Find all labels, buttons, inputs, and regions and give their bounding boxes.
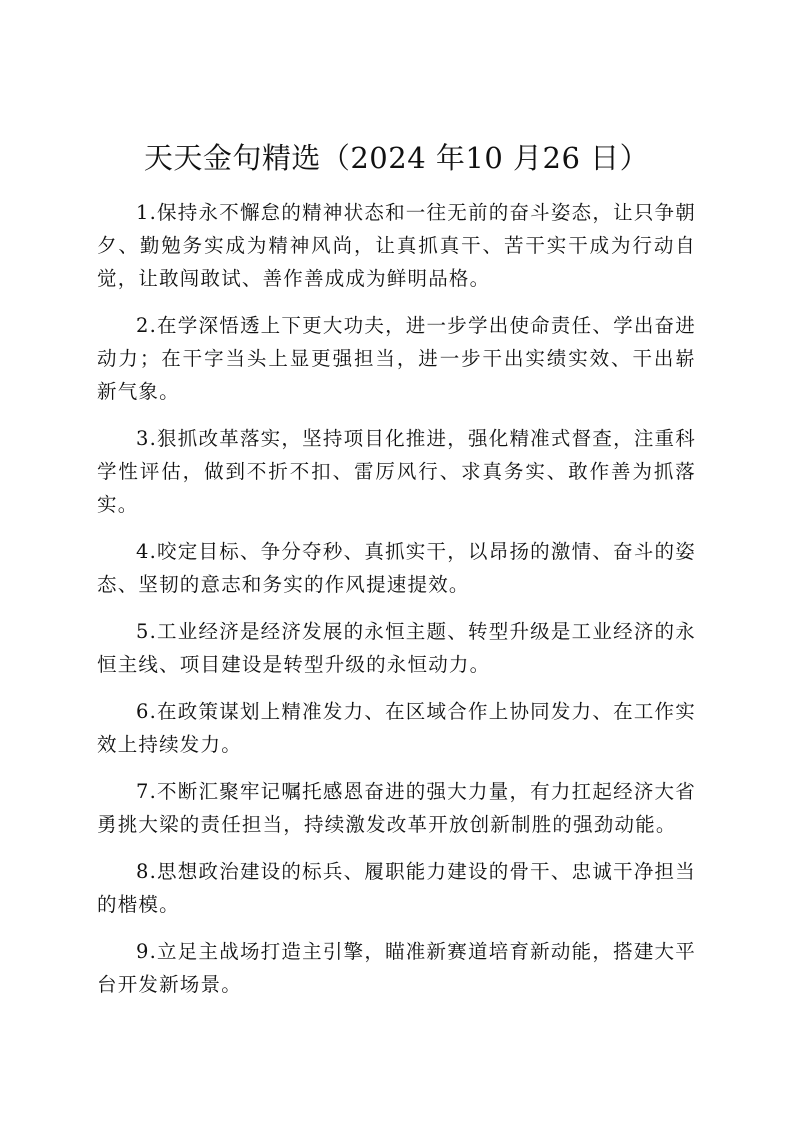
quote-item-6: 6.在政策谋划上精准发力、在区域合作上协同发力、在工作实效上持续发力。 (97, 700, 696, 756)
document-title: 天天金句精选（2024 年10 月26 日） (143, 141, 650, 175)
quote-item-7: 7.不断汇聚牢记嘱托感恩奋进的强大力量，有力扛起经济大省勇挑大梁的责任担当，持续激发改革开放创新制胜的强劲动能。 (97, 780, 696, 836)
quote-list (97, 196, 696, 1015)
quote-item-5: 5.工业经济是经济发展的永恒主题、转型升级是工业经济的永恒主线、项目建设是转型升级的永恒动力。 (97, 620, 696, 676)
quote-item-9: 9.立足主战场打造主引擎，瞄准新赛道培育新动能，搭建大平台开发新场景。 (97, 940, 696, 996)
quote-item-3: 3.狠抓改革落实，坚持项目化推进，强化精准式督查，注重科学性评估，做到不折不扣、雷厉风行、求真务实、敢作善为抓落实。 (97, 427, 696, 516)
quote-item-1: 1.保持永不懈怠的精神状态和一往无前的奋斗姿态，让只争朝夕、勤勉务实成为精神风尚，让真抓真干、苦干实干成为行动自觉，让敢闯敢试、善作善成成为鲜明品格。 (97, 201, 696, 290)
quote-item-8: 8.思想政治建设的标兵、履职能力建设的骨干、忠诚干净担当的楷模。 (97, 860, 696, 916)
quote-item-2: 2.在学深悟透上下更大功夫，进一步学出使命责任、学出奋进动力；在干字当头上显更强担当，进一步干出实绩实效、干出崭新气象。 (97, 314, 696, 403)
quote-item-4: 4.咬定目标、争分夺秒、真抓实干，以昂扬的激情、奋斗的姿态、坚韧的意志和务实的作风提速提效。 (97, 540, 696, 596)
